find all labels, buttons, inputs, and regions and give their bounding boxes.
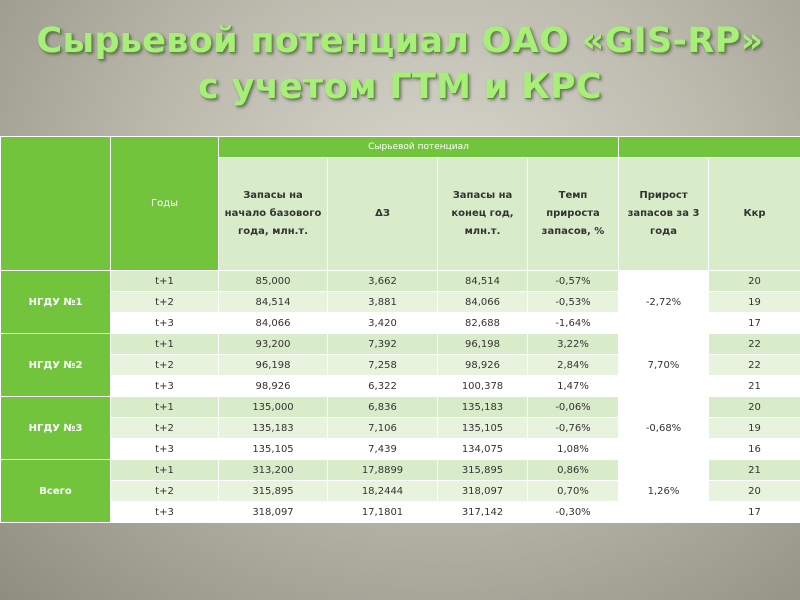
period-cell: t+3 [111,502,219,523]
reserves-table-container [0,136,800,523]
kkr-cell: 20 [709,397,800,418]
kkr-cell: 21 [709,460,800,481]
growth-rate-cell: -0,30% [528,502,619,523]
growth-rate-cell: 3,22% [528,334,619,355]
start-reserves-cell: 84,514 [219,292,328,313]
header-raw-potential: Сырьевой потенциал [219,137,619,158]
growth-rate-cell: 1,47% [528,376,619,397]
end-reserves-cell: 98,926 [438,355,528,376]
kkr-cell: 20 [709,481,800,502]
growth-rate-cell: -0,57% [528,271,619,292]
end-reserves-cell: 84,514 [438,271,528,292]
kkr-cell: 16 [709,439,800,460]
group-name-cell: НГДУ №1 [1,271,111,334]
period-cell: t+1 [111,271,219,292]
header-row-top [1,137,800,158]
table-row [1,397,800,418]
growth-rate-cell: 0,86% [528,460,619,481]
kkr-cell: 22 [709,334,800,355]
table-row [1,460,800,481]
period-cell: t+2 [111,418,219,439]
delta-cell: 6,322 [328,376,438,397]
reserves-table [0,136,800,523]
end-reserves-cell: 318,097 [438,481,528,502]
kkr-cell: 21 [709,376,800,397]
growth-rate-cell: 2,84% [528,355,619,376]
end-reserves-cell: 100,378 [438,376,528,397]
growth-3-years-cell: -2,72% [619,271,709,334]
delta-cell: 3,420 [328,313,438,334]
start-reserves-cell: 135,000 [219,397,328,418]
end-reserves-cell: 317,142 [438,502,528,523]
group-name-cell: Всего [1,460,111,523]
end-reserves-cell: 315,895 [438,460,528,481]
start-reserves-cell: 318,097 [219,502,328,523]
header-corner-cell [1,137,111,271]
growth-rate-cell: -0,53% [528,292,619,313]
growth-3-years-cell: -0,68% [619,397,709,460]
growth-3-years-cell: 1,26% [619,460,709,523]
delta-cell: 18,2444 [328,481,438,502]
delta-cell: 17,8899 [328,460,438,481]
table-row [1,334,800,355]
delta-cell: 3,881 [328,292,438,313]
slide-title [0,18,800,110]
delta-cell: 7,439 [328,439,438,460]
group-name-cell: НГДУ №2 [1,334,111,397]
growth-rate-cell: 0,70% [528,481,619,502]
start-reserves-cell: 96,198 [219,355,328,376]
period-cell: t+2 [111,355,219,376]
header-kkr: Ккр [709,158,800,271]
start-reserves-cell: 85,000 [219,271,328,292]
kkr-cell: 17 [709,502,800,523]
slide-title-line-1: Сырьевой потенциал ОАО «GIS-RP» [36,21,764,61]
end-reserves-cell: 135,105 [438,418,528,439]
delta-cell: 6,836 [328,397,438,418]
kkr-cell: 22 [709,355,800,376]
delta-cell: 7,106 [328,418,438,439]
growth-3-years-cell: 7,70% [619,334,709,397]
kkr-cell: 19 [709,292,800,313]
end-reserves-cell: 134,075 [438,439,528,460]
delta-cell: 3,662 [328,271,438,292]
period-cell: t+3 [111,439,219,460]
growth-rate-cell: 1,08% [528,439,619,460]
table-body [1,271,800,523]
period-cell: t+1 [111,397,219,418]
delta-cell: 7,258 [328,355,438,376]
start-reserves-cell: 84,066 [219,313,328,334]
period-cell: t+3 [111,376,219,397]
header-growth-3-years: Прирост запасов за 3 года [619,158,709,271]
growth-rate-cell: -0,06% [528,397,619,418]
delta-cell: 7,392 [328,334,438,355]
growth-rate-cell: -1,64% [528,313,619,334]
start-reserves-cell: 98,926 [219,376,328,397]
group-name-cell: НГДУ №3 [1,397,111,460]
period-cell: t+1 [111,460,219,481]
start-reserves-cell: 135,105 [219,439,328,460]
header-delta: ΔЗ [328,158,438,271]
header-end-reserves: Запасы на конец год, млн.т. [438,158,528,271]
start-reserves-cell: 93,200 [219,334,328,355]
header-years: Годы [111,137,219,271]
table-row [1,271,800,292]
end-reserves-cell: 135,183 [438,397,528,418]
kkr-cell: 17 [709,313,800,334]
kkr-cell: 20 [709,271,800,292]
period-cell: t+2 [111,481,219,502]
delta-cell: 17,1801 [328,502,438,523]
end-reserves-cell: 84,066 [438,292,528,313]
start-reserves-cell: 315,895 [219,481,328,502]
header-growth-rate: Темп прироста запасов, % [528,158,619,271]
start-reserves-cell: 135,183 [219,418,328,439]
end-reserves-cell: 96,198 [438,334,528,355]
start-reserves-cell: 313,200 [219,460,328,481]
header-top-right-cell [619,137,800,158]
end-reserves-cell: 82,688 [438,313,528,334]
period-cell: t+3 [111,313,219,334]
kkr-cell: 19 [709,418,800,439]
growth-rate-cell: -0,76% [528,418,619,439]
period-cell: t+2 [111,292,219,313]
header-start-reserves: Запасы на начало базового года, млн.т. [219,158,328,271]
period-cell: t+1 [111,334,219,355]
slide-title-line-2: с учетом ГТМ и КРС [198,67,602,107]
